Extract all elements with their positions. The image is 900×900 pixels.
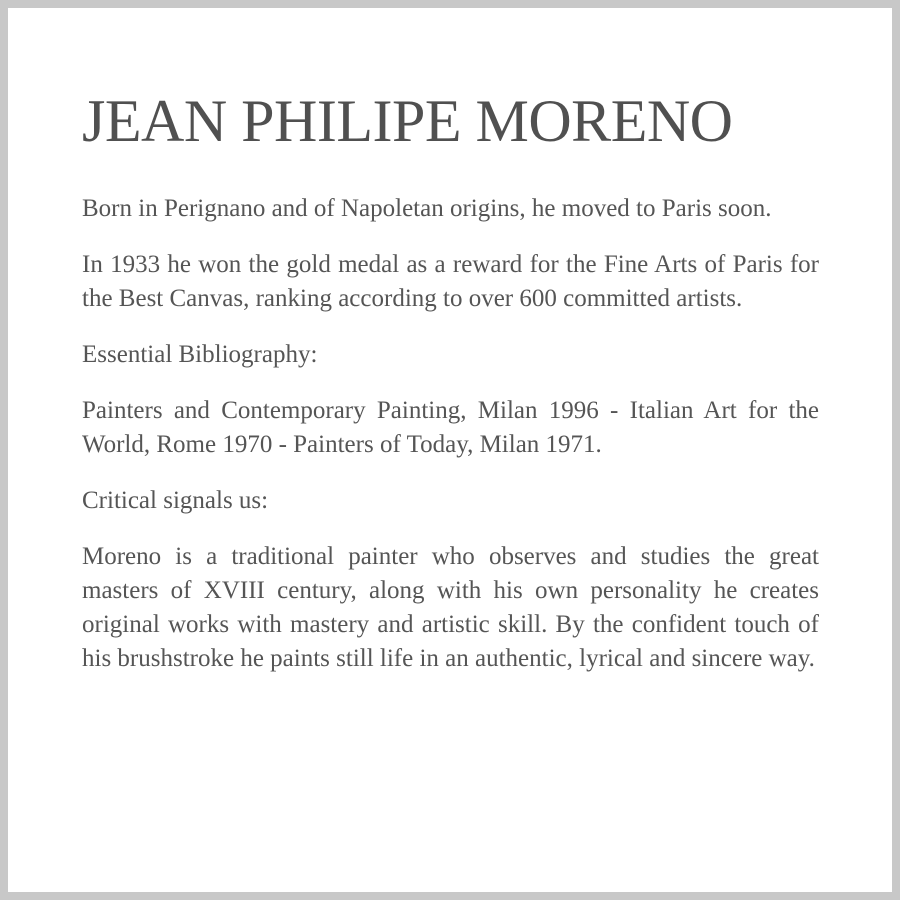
bio-paragraph-award: In 1933 he won the gold medal as a reward for the Fine Arts of Paris for the Best Canvas, ranking according to over 600 committed artists. xyxy=(82,251,819,312)
bibliography-list: Painters and Contemporary Painting, Milan 1996 - Italian Art for the World, Rome 1970 - Painters of Today, Milan 1971. xyxy=(82,397,819,458)
bio-paragraph-origins: Born in Perignano and of Napoletan origins, he moved to Paris soon. xyxy=(82,195,772,222)
critical-heading: Critical signals us: xyxy=(82,487,269,514)
artist-name-title: JEAN PHILIPE MORENO xyxy=(82,88,733,154)
critical-review: Moreno is a traditional painter who observes and studies the great masters of XVIII century, along with his own personality he creates original works with mastery and artistic skill. By the confident touch of his brushstroke he paints still life in an authentic, lyrical and sincere way. xyxy=(82,543,819,672)
biography-content xyxy=(82,88,819,698)
bibliography-heading: Essential Bibliography: xyxy=(82,341,318,368)
